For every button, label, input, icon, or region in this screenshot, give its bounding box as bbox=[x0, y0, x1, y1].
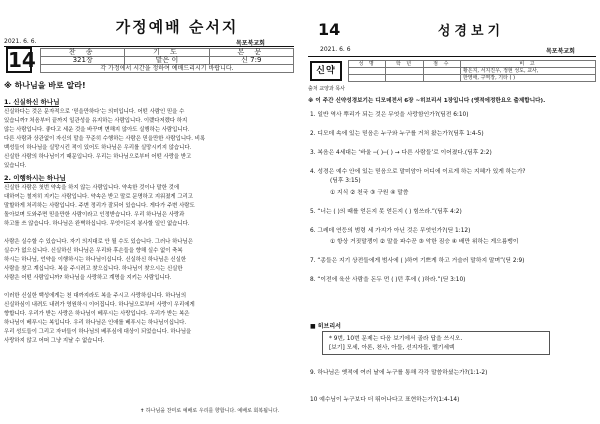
question-10: 10 예수님이 누구보다 더 뛰어나다고 표현하는가?(1:4-14) bbox=[310, 397, 460, 403]
section-title-2: 2. 이행하시는 하나님 bbox=[4, 174, 66, 182]
info-note-cell: 황은지, 서지진우, 정현 성도, 교사, bbox=[460, 68, 595, 75]
question-2: 2. 디모데 속에 있는 믿음은 누구와 누구를 거처 왔는가?(딤후 1:4-5) bbox=[310, 131, 484, 137]
question-6: 6. 그레데 연등의 범령 세 가지가 아닌 것은 무엇인가?(딛 1:12) bbox=[310, 228, 471, 234]
worship-order-table bbox=[40, 48, 294, 73]
info-header-grade: 학 년 bbox=[386, 61, 423, 68]
quiz-header-divider bbox=[308, 56, 596, 57]
question-6-choices: ① 항상 거짓말쟁이 ② 말을 파수꾼 ③ 악한 짐승 ④ 배만 위하는 게으름뱅이 bbox=[330, 239, 519, 245]
header-divider bbox=[4, 46, 294, 47]
issue-number-box: 14 bbox=[8, 48, 36, 72]
hebrews-section-title: ■ 히브리서 bbox=[310, 323, 341, 330]
section-text-1: 신실하다는 것은 문자적으로 ‘믿을만하다’는 의미입니다. 어떤 사람인 믿을 수 있습니까? 처음부터 끝까지 일관성을 유지하는 사람입니다. 이랬다저랬다 하지 않는 사람입니다. 좋다고 세운 것을 바꾸며 변해지 않아도 실행하는 사람입니다. 다른 사람과 상관없이 자신의 말을 꾸준히 수행하는 사람은 믿을만한 사람입니다. 비록 백성들이 하나님을 실망시킨 적이 있어도 하나님은 우리를 실망시키지 않습니다. 신실한 사람의 하나님이기 때문입니다. 우리는 하나님으로부터 어떤 사랑을 받고 있습니다. bbox=[4, 109, 206, 169]
section-title-1: 1. 신실하신 하나님 bbox=[4, 98, 60, 106]
right-page-bible-quiz bbox=[300, 0, 600, 424]
question-1: 1. 일반 역사 뿌리가 되는 것은 무엇을 사랑함인가?(딤전 6:10) bbox=[310, 112, 469, 118]
order-notice: 각 가정에서 시간을 정하여 예배드리시기 바랍니다. bbox=[41, 65, 294, 73]
info-grade-cell[interactable] bbox=[386, 75, 423, 82]
worship-date: 2021. 6. 6. bbox=[4, 38, 37, 45]
order-value-scripture: 신 7:9 bbox=[209, 57, 293, 65]
info-note-cell: 한영애, 구역장, 기타 ( ) bbox=[460, 75, 595, 82]
quiz-issue-number: 14 bbox=[318, 20, 341, 39]
footer-note: ✝ 하나님을 찬미로 예배로 우리를 향합니다. 예배로 회복됩니다. bbox=[140, 408, 280, 414]
new-testament-badge: 신약 bbox=[310, 61, 342, 81]
info-header-note: 비 고 bbox=[460, 61, 595, 68]
info-name-cell[interactable] bbox=[349, 68, 386, 75]
order-header-prayer: 기 도 bbox=[125, 49, 209, 57]
quiz-title: 성경보기 bbox=[437, 24, 505, 39]
answer-choices-box bbox=[322, 331, 550, 355]
info-score-cell[interactable] bbox=[423, 68, 460, 75]
badge-subtitle: 출처 교양과 목사 bbox=[308, 86, 345, 92]
box-instruction: * 9번, 10번 문제는 다음 보기에서 골라 답을 쓰시오. bbox=[329, 336, 463, 342]
question-8: 8. “이전에 육산 사람을 돈두 먼 ( )던 후에 ( )하라.”(딛 3:10) bbox=[310, 277, 466, 283]
question-7: 7. “종들은 지기 상전들에게 범사에 ( )하여 기쁘게 하고 거슬러 말하지 말며”(딛 2:9) bbox=[310, 258, 525, 264]
info-name-cell[interactable] bbox=[349, 75, 386, 82]
question-4-choices: ① 지식 ② 천국 ③ 구원 ④ 말씀 bbox=[330, 190, 409, 196]
order-header-hymn: 찬 송 bbox=[41, 49, 125, 57]
question-3: 3. 복음은 4세대는 ‘바울 ─( )─( ) → 다른 사람들’로 이어졌다.(딤후 2:2) bbox=[310, 150, 492, 156]
order-header-scripture: 본 문 bbox=[209, 49, 293, 57]
participant-info-table bbox=[348, 60, 596, 82]
question-9: 9. 하나님은 옛적에 여러 날에 누구를 통해 각각 말씀하셨는가?(1:1-2) bbox=[310, 370, 488, 376]
order-value-hymn: 321장 bbox=[41, 57, 125, 65]
section-text-2: 신실한 사람은 첫번 약속을 하지 않는 사람입니다. 약속한 것이나 말한 것에 대하여는 철저히 지키는 사람입니다. 약속은 받고 말로 문명하고 지워졌게 그리고 말할하게 처리하는 사람입니다. 주변 정리가 잘되어 있습니다. 게다가 주변 사람도 돌아보며 도와주면 믿을만한 사람이라고 인정받습니다. 우리 하나님은 사랑과 하고를 쓰 않습니다. 하나님은 완벽하십니다. 무엇이든지 봉사할 일인 없습니다. 사람은 실수할 수 있습니다. 자기 의지대로 안 될 수도 있습니다. 그러나 하나님은 실수가 없으십니다. 신실하신 하나님은 우리와 후손들을 향해 실수 없이 축복 하시는 하나님, 언약을 이행하시는 하나님이십니다. 신실하신 하나님은 신실한 사람을 찾고 계십니다. 복을 주시려고 찾으십니다. 하나님이 찾으시는 신실한 사람은 어떤 사람입니까? 하나님을 사랑하고 계명을 지키는 사람입니다. 이러한 신실한 백성에게는 천 대까지라도 복을 주시고 사랑하십니다. 하나님의 신실하심이 내려도 내려가 영원하시 이어집니다. 하나님으로부터 사랑이 우리에게 향합니다. 우리가 받는 사랑은 하나님이 베푸시는 사랑입니다. 우리가 받는 복은 하나님이 베푸시는 복입니다. 우리 하나님은 인애를 베푸시는 하나님이십니다. 우리 성도들이 그리고 자녀들이 하나님의 베푸심에 대상이 되었습니다. 하나님을 사랑하지 않고 어떠 그냥 지날 수 없습니다. bbox=[4, 185, 195, 344]
quiz-instruction-note: ※ 이 주간 신약성경보기는 디모데전서 6장 ~히브리서 1장입니다 (옛적에정한요오 출제합니다). bbox=[308, 98, 546, 104]
sermon-heading: ※ 하나님을 바로 알라! bbox=[4, 81, 86, 90]
question-4-reference: (딤후 3:15) bbox=[330, 178, 361, 184]
info-grade-cell[interactable] bbox=[386, 68, 423, 75]
question-4: 4. 성경은 예수 안에 있는 믿음으로 말미암아 어디에 이르게 하는 지혜가 있게 하는가? bbox=[310, 169, 526, 175]
info-header-name: 성 명 bbox=[349, 61, 386, 68]
worship-order-title: 가정예배 순서지 bbox=[115, 18, 239, 36]
info-header-score: 점 수 bbox=[423, 61, 460, 68]
info-score-cell[interactable] bbox=[423, 75, 460, 82]
quiz-church-name: 목포북교회 bbox=[546, 48, 575, 55]
order-value-prayer: 맡은 이 bbox=[125, 57, 209, 65]
quiz-date: 2021. 6. 6 bbox=[320, 46, 351, 53]
church-name: 목포북교회 bbox=[236, 40, 265, 47]
box-choices: [보기] 모세, 아론, 천사, 아들, 선지자들, 멜기세덱 bbox=[329, 345, 455, 351]
question-5: 5. “너는 ( )의 때를 얻든지 못 얻든지 ( ) 힘쓰라.”(딤후 4:2) bbox=[310, 209, 462, 215]
